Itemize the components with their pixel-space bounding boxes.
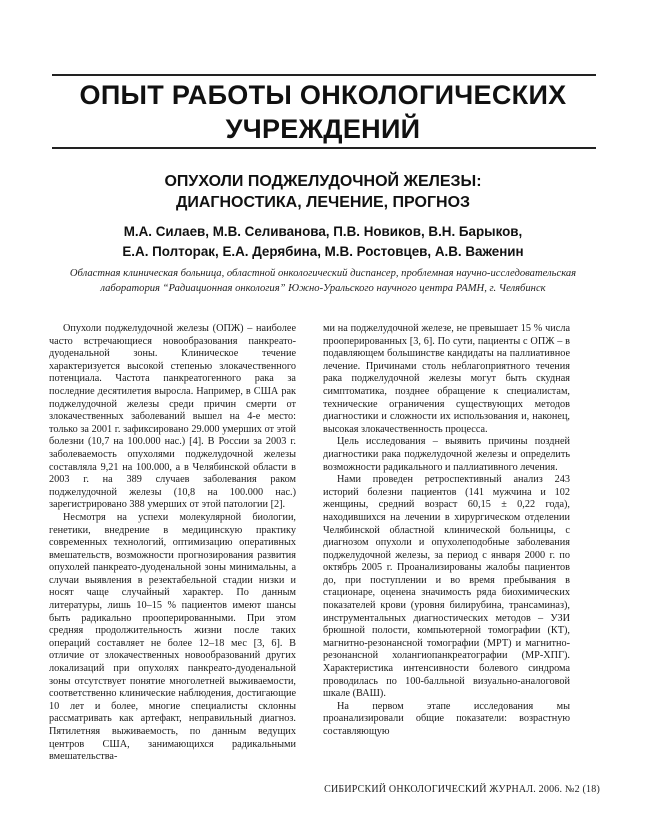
affiliation: Областная клиническая больница, областной онкологический диспансер, проблемная научно-исследовательская лаборатория “Радиационная онкология” Южно-Уральского научного центра РАМН, г. Челябинск (69, 268, 577, 294)
section-title (40, 78, 606, 146)
authors (40, 222, 606, 262)
paragraph: Нами проведен ретроспективный анализ 243 историй болезни пациентов (141 мужчина и 102 женщины, средний возраст 60,15 ± 0,22 года), находившихся на лечении в хирургическом отделении Челябинской областной клинической больницы, с диагнозом опухоли и опухолеподобные заболевания поджелудочной железы, за период с января 2000 г. по октябрь 2005 г. Проанализированы жалобы пациентов до, при поступлении и во время пребывания в стационаре, оценена значимость ряда биохимических показателей крови (уровня билирубина, трансаминаз), инструментальных диагностических методов – УЗИ брюшной полости, компьютерной томографии (КТ), магнитно-резонансной томографии (МРТ) и магнитно-резонансной холангиопанкреатографии (МР-ХПГ). Характеристика интенсивности болевого синдрома проводилась по 100-балльной визуально-аналоговой шкале (ВАШ). (323, 474, 570, 700)
article-title-line-1: ОПУХОЛИ ПОДЖЕЛУДОЧНОЙ ЖЕЛЕЗЫ: (164, 173, 482, 190)
section-title-line-2: УЧРЕЖДЕНИЙ (225, 114, 421, 144)
paragraph: Несмотря на успехи молекулярной биологии, генетики, внедрение в медицинскую практику современных технологий, оптимизацию оперативных вмешательств, возможности прогнозирования развития опухолей панкреато-дуоденальной зоны минимальны, а случаи выявления в резектабельной стадии низки и носят чаще случайный характер. По данным литературы, лишь 10–15 % пациентов имеют шансы быть радикально прооперированными. При этом средняя продолжительность жизни после таких операций составляет не более 12–18 мес [3, 6]. В отличие от злокачественных новообразований других локализаций при опухолях панкреато-дуоденальной зоны отсутствует понятие многолетней выживаемости, соответственно клинические наблюдения, достигающие 10 лет и более, многие специалисты склонны рассматривать как артефакт, неправильный диагноз. Пятилетняя выживаемость, по данным ведущих центров США, занимающихся радикальными вмешательства- (49, 511, 296, 763)
paragraph: Опухоли поджелудочной железы (ОПЖ) – наиболее часто встречающиеся новообразования панкреато-дуоденальной зоны. Клиническое течение характеризуется высокой степенью злокачественного потенциала. Частота панкреатогенного рака за последние десятилетия выросла. Например, в США рак поджелудочной железы среди причин смерти от злокачественных заболеваний вышел на 4-е место: только за 2001 г. зафиксировано 29.000 умерших от этой болезни (10,7 на 100.000 нас.) [4]. В России за 2003 г. заболеваемость опухолями поджелудочной железы составляла 9,21 на 100.000, а в Челябинской области в 2003 г. на 389 случаев заболевания раком поджелудочной железы (10,8 на 100.000 нас.) зарегистрировано 388 умерших от этой патологии [2]. (49, 323, 296, 511)
authors-line-1: М.А. Силаев, М.В. Селиванова, П.В. Новиков, В.Н. Барыков, (123, 224, 523, 239)
journal-footer: СИБИРСКИЙ ОНКОЛОГИЧЕСКИЙ ЖУРНАЛ. 2006. №2 (18) (324, 784, 600, 795)
paragraph: На первом этапе исследования мы проанализировали общие показатели: возрастную составляющую (323, 700, 570, 737)
article-title (40, 171, 606, 213)
article-title-line-2: ДИАГНОСТИКА, ЛЕЧЕНИЕ, ПРОГНОЗ (175, 194, 471, 211)
bottom-rule (52, 147, 596, 149)
paragraph: Цель исследования – выявить причины поздней диагностики рака поджелудочной железы и определить возможности радикального и паллиативного лечения. (323, 436, 570, 473)
paragraph-continued: ми на поджелудочной железе, не превышает 15 % числа прооперированных [3, 6]. По сути, пациенты с ОПЖ – в подавляющем большинстве кандидаты на паллиативное лечение. Причинами столь неблагоприятного течения рака поджелудочной железы могут быть скудная симптоматика, позднее обращение к специалистам, технические ограничения существующих методов диагностики и сложности их использования и, наконец, высокая злокачественность процесса. (323, 323, 570, 435)
top-rule (52, 74, 596, 76)
authors-line-2: Е.А. Полторак, Е.А. Дерябина, М.В. Ростовцев, А.В. Важенин (122, 244, 524, 259)
right-column (323, 323, 570, 739)
left-column (49, 323, 296, 764)
section-title-line-1: ОПЫТ РАБОТЫ ОНКОЛОГИЧЕСКИХ (79, 80, 567, 110)
